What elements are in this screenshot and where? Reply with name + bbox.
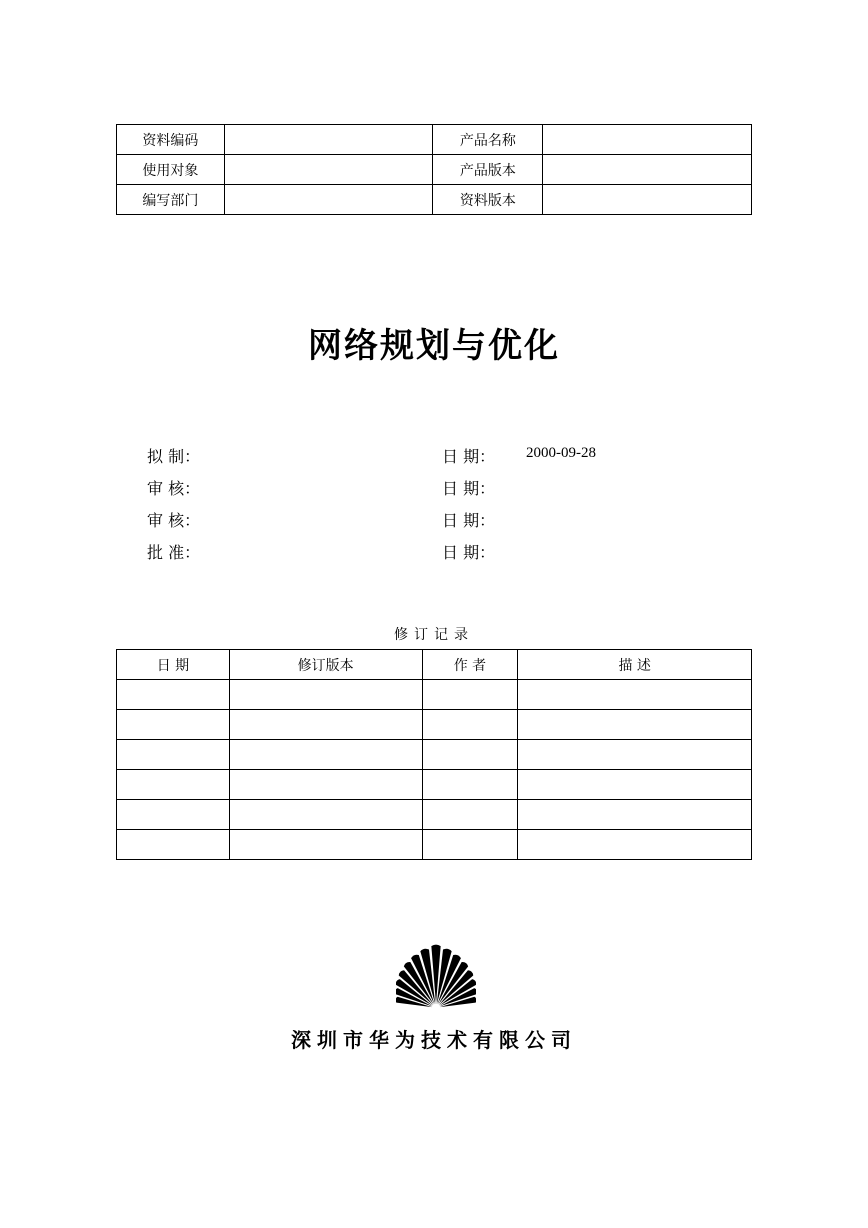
table-cell: [117, 830, 230, 860]
label-document-version: 资料版本: [433, 185, 543, 215]
label-audience: 使用对象: [117, 155, 225, 185]
table-cell: [422, 740, 518, 770]
table-cell: [229, 770, 422, 800]
column-header-author: 作 者: [422, 650, 518, 680]
table-cell: [117, 680, 230, 710]
table-cell: [518, 770, 752, 800]
signoff-left-label: 批 准：: [147, 543, 201, 562]
table-cell: [229, 800, 422, 830]
signoff-right-label: 日 期：: [442, 479, 496, 498]
table-cell: [422, 710, 518, 740]
table-cell: [518, 800, 752, 830]
table-cell: [229, 680, 422, 710]
table-cell: [117, 710, 230, 740]
label-document-code: 资料编码: [117, 125, 225, 155]
value-document-version: [543, 185, 752, 215]
table-cell: [518, 710, 752, 740]
table-row: [117, 740, 752, 770]
document-title: 网络规划与优化: [308, 326, 560, 366]
table-row: [117, 185, 752, 215]
company-name: 深圳市华为技术有限公司: [291, 1028, 577, 1052]
column-header-description: 描 述: [518, 650, 752, 680]
table-cell: [229, 710, 422, 740]
value-department: [224, 185, 433, 215]
huawei-logo-icon: [396, 942, 476, 1012]
table-row: [117, 800, 752, 830]
table-row: [117, 830, 752, 860]
value-product-name: [543, 125, 752, 155]
table-row: [117, 125, 752, 155]
table-cell: [229, 830, 422, 860]
signoff-right-label: 日 期：: [442, 447, 496, 466]
label-department: 编写部门: [117, 185, 225, 215]
signoff-left-label: 拟 制：: [147, 447, 201, 466]
value-document-code: [224, 125, 433, 155]
signoff-right-value: 2000-09-28: [526, 445, 596, 461]
label-product-version: 产品版本: [433, 155, 543, 185]
table-cell: [422, 680, 518, 710]
value-product-version: [543, 155, 752, 185]
table-cell: [422, 800, 518, 830]
value-audience: [224, 155, 433, 185]
table-row: [117, 770, 752, 800]
signoff-right-label: 日 期：: [442, 543, 496, 562]
table-row: [117, 155, 752, 185]
table-cell: [229, 740, 422, 770]
table-cell: [518, 740, 752, 770]
table-row: [117, 710, 752, 740]
signoff-left-label: 审 核：: [147, 479, 201, 498]
document-info-table: [116, 124, 752, 215]
revision-caption: 修订记录: [394, 627, 474, 643]
table-cell: [518, 680, 752, 710]
table-cell: [422, 830, 518, 860]
table-cell: [117, 770, 230, 800]
signoff-left-label: 审 核：: [147, 511, 201, 530]
label-product-name: 产品名称: [433, 125, 543, 155]
table-header-row: [117, 650, 752, 680]
signoff-right-label: 日 期：: [442, 511, 496, 530]
table-row: [117, 680, 752, 710]
table-cell: [422, 770, 518, 800]
table-cell: [117, 800, 230, 830]
column-header-version: 修订版本: [229, 650, 422, 680]
table-cell: [518, 830, 752, 860]
revision-table: [116, 649, 752, 860]
column-header-date: 日 期: [117, 650, 230, 680]
table-cell: [117, 740, 230, 770]
